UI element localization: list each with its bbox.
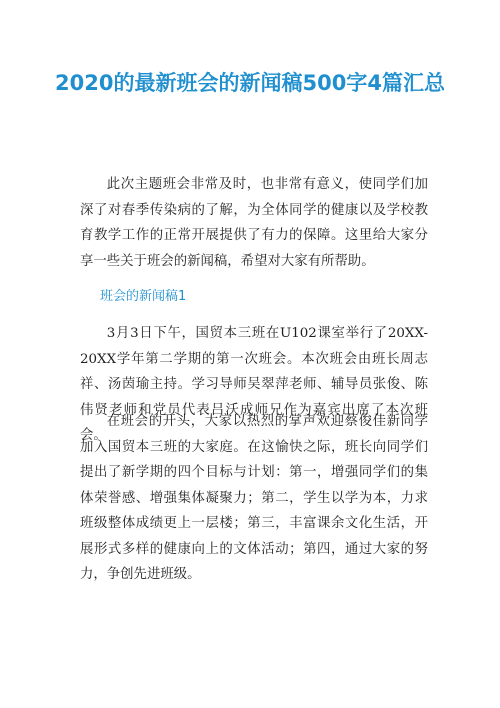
intro-paragraph: 此次主题班会非常及时，也非常有意义，使同学们加深了对春季传染病的了解，为全体同学的健康以及学校教育教学工作的正常开展提供了有力的保障。这里给大家分享一些关于班会的新闻稿，希望对大家有所帮助。 (80, 177, 428, 269)
document-title: 2020的最新班会的新闻稿500字4篇汇总 (55, 71, 445, 95)
body-paragraph-2: 在班会的开头，大家以热烈的掌声欢迎蔡俊佳新同学加入国贸本三班的大家庭。在这愉快之际，班长向同学们提出了新学期的四个目标与计划：第一，增强同学们的集体荣誉感、增强集体凝聚力；第二，学生以学为本，力求班级整体成绩更上一层楼；第三，丰富课余文化生活，开展形式多样的健康向上的文体活动；第四，通过大家的努力，争创先进班级。 (80, 414, 428, 582)
section-heading: 班会的新闻稿1 (100, 289, 187, 304)
body-paragraph-1: 3月3日下午，国贸本三班在U102课室举行了20XX-20XX学年第二学期的第一次班会。本次班会由班长周志祥、汤茵瑜主持。学习导师吴翠萍老师、辅导员张俊、陈伟贤老师和党员代表吕沃成师兄作为嘉宾出席了本次班会。 (80, 326, 428, 443)
